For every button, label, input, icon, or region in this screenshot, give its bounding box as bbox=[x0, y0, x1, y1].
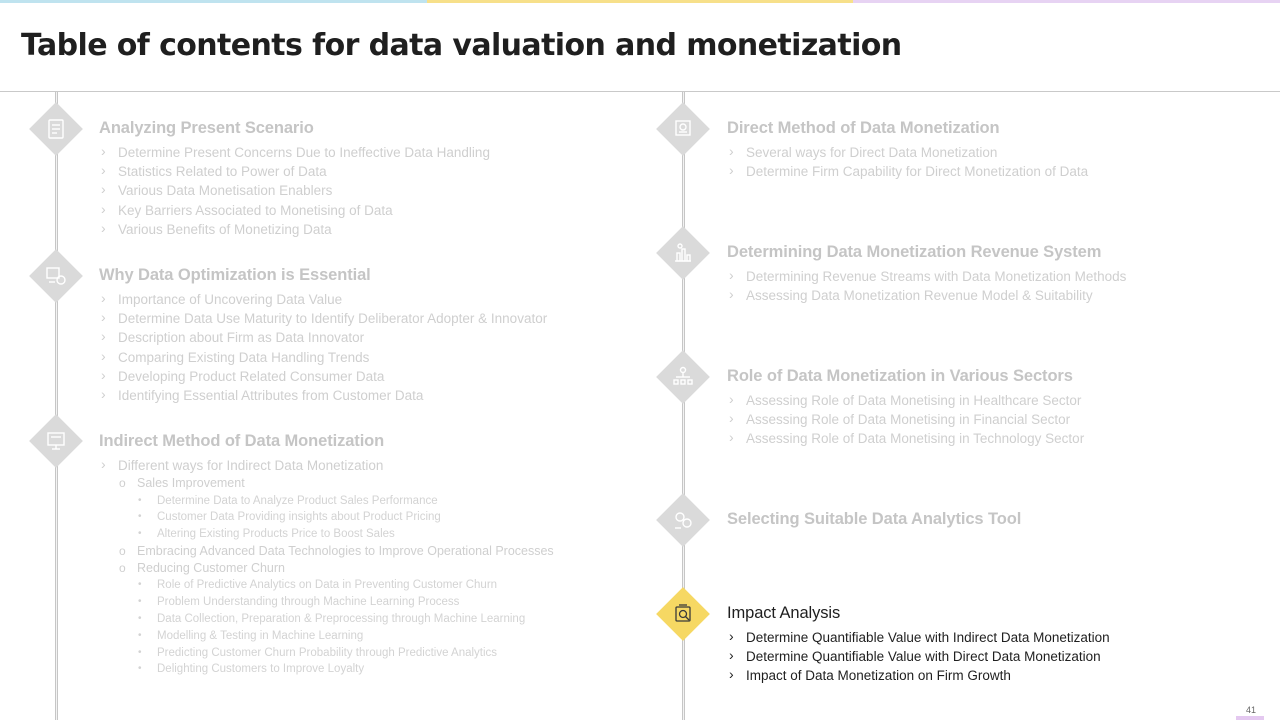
section-analytics-tool[interactable] bbox=[727, 510, 1021, 534]
section-impact-analysis[interactable] bbox=[727, 604, 1110, 686]
section-title[interactable]: Analyzing Present Scenario bbox=[99, 119, 314, 137]
section-items bbox=[727, 143, 1088, 181]
sub-item[interactable]: • Altering Existing Products Price to Boost Sales bbox=[99, 526, 554, 543]
sub-item[interactable]: • Determine Data to Analyze Product Sales Performance bbox=[99, 493, 554, 510]
report-icon-node[interactable] bbox=[29, 102, 83, 156]
analytics-tool-icon-node[interactable] bbox=[656, 493, 710, 547]
list-item[interactable]: › Description about Firm as Data Innovator bbox=[99, 328, 547, 347]
list-item[interactable]: › Determining Revenue Streams with Data Monetization Methods bbox=[727, 267, 1126, 286]
sub-item[interactable]: • Delighting Customers to Improve Loyalty bbox=[99, 661, 554, 678]
sub-item[interactable]: • Problem Understanding through Machine Learning Process bbox=[99, 594, 554, 611]
section-analyzing-present-scenario[interactable] bbox=[99, 119, 490, 239]
left-timeline-line bbox=[55, 92, 58, 720]
section-items bbox=[99, 290, 547, 405]
sub-item[interactable]: • Predicting Customer Churn Probability through Predictive Analytics bbox=[99, 645, 554, 662]
sub-heading[interactable]: o Sales Improvement bbox=[99, 475, 554, 492]
list-item[interactable]: › Statistics Related to Power of Data bbox=[99, 162, 490, 181]
section-revenue-system[interactable] bbox=[727, 243, 1126, 305]
impact-analysis-icon bbox=[671, 602, 695, 626]
sub-item[interactable]: • Modelling & Testing in Machine Learning bbox=[99, 628, 554, 645]
section-items bbox=[99, 456, 554, 475]
report-icon bbox=[44, 117, 68, 141]
presentation-icon bbox=[44, 429, 68, 453]
sub-heading[interactable]: o Reducing Customer Churn bbox=[99, 560, 554, 577]
strip-segment-blue bbox=[0, 0, 427, 3]
list-item[interactable]: › Determine Quantifiable Value with Indirect Data Monetization bbox=[727, 628, 1110, 647]
list-item[interactable]: › Assessing Role of Data Monetising in Healthcare Sector bbox=[727, 391, 1084, 410]
org-chart-icon bbox=[671, 365, 695, 389]
list-item[interactable]: › Assessing Role of Data Monetising in Financial Sector bbox=[727, 410, 1084, 429]
list-item[interactable]: › Various Benefits of Monetizing Data bbox=[99, 220, 490, 239]
list-item[interactable]: › Developing Product Related Consumer Data bbox=[99, 367, 547, 386]
strip-segment-yellow bbox=[427, 0, 854, 3]
settings-chart-icon bbox=[44, 264, 68, 288]
sub-item[interactable]: • Data Collection, Preparation & Preprocessing through Machine Learning bbox=[99, 611, 554, 628]
list-item[interactable]: › Comparing Existing Data Handling Trends bbox=[99, 348, 547, 367]
section-items bbox=[727, 391, 1084, 449]
list-item[interactable]: › Assessing Role of Data Monetising in Technology Sector bbox=[727, 429, 1084, 448]
analytics-tool-icon bbox=[671, 508, 695, 532]
settings-chart-icon-node[interactable] bbox=[29, 249, 83, 303]
monitor-icon bbox=[671, 117, 695, 141]
section-why-data-optimization[interactable] bbox=[99, 266, 547, 405]
sub-item[interactable]: • Role of Predictive Analytics on Data in Preventing Customer Churn bbox=[99, 577, 554, 594]
strip-segment-purple bbox=[853, 0, 1280, 3]
list-item[interactable]: › Determine Firm Capability for Direct Monetization of Data bbox=[727, 162, 1088, 181]
org-chart-icon-node[interactable] bbox=[656, 350, 710, 404]
section-title[interactable]: Selecting Suitable Data Analytics Tool bbox=[727, 510, 1022, 528]
sub-heading[interactable]: o Embracing Advanced Data Technologies to Improve Operational Processes bbox=[99, 543, 554, 560]
list-item[interactable]: › Importance of Uncovering Data Value bbox=[99, 290, 547, 309]
section-items bbox=[99, 143, 490, 239]
list-item[interactable]: › Identifying Essential Attributes from Customer Data bbox=[99, 386, 547, 405]
section-title[interactable]: Impact Analysis bbox=[727, 604, 841, 622]
page-number-underline bbox=[1236, 716, 1264, 720]
section-items bbox=[727, 267, 1126, 305]
presentation-icon-node[interactable] bbox=[29, 414, 83, 468]
impact-analysis-icon-node[interactable] bbox=[656, 587, 710, 641]
page-number: 41 bbox=[1245, 705, 1256, 715]
page-title: Table of contents for data valuation and monetization bbox=[21, 28, 902, 63]
list-item[interactable]: › Impact of Data Monetization on Firm Growth bbox=[727, 666, 1110, 685]
list-item[interactable]: › Key Barriers Associated to Monetising of Data bbox=[99, 201, 490, 220]
section-title[interactable]: Role of Data Monetization in Various Sectors bbox=[727, 367, 1073, 385]
section-indirect-method[interactable] bbox=[99, 432, 554, 678]
list-item[interactable]: › Determine Present Concerns Due to Ineffective Data Handling bbox=[99, 143, 490, 162]
sub-item[interactable]: • Customer Data Providing insights about Product Pricing bbox=[99, 509, 554, 526]
top-color-strip bbox=[0, 0, 1280, 3]
list-item[interactable]: › Assessing Data Monetization Revenue Model & Suitability bbox=[727, 286, 1126, 305]
section-various-sectors[interactable] bbox=[727, 367, 1084, 449]
section-items bbox=[727, 628, 1110, 686]
section-title[interactable]: Determining Data Monetization Revenue System bbox=[727, 243, 1102, 261]
revenue-chart-icon-node[interactable] bbox=[656, 226, 710, 280]
list-item[interactable]: › Different ways for Indirect Data Monetization bbox=[99, 456, 554, 475]
monitor-icon-node[interactable] bbox=[656, 102, 710, 156]
section-direct-method[interactable] bbox=[727, 119, 1088, 181]
list-item[interactable]: › Determine Quantifiable Value with Direct Data Monetization bbox=[727, 647, 1110, 666]
section-title[interactable]: Why Data Optimization is Essential bbox=[99, 266, 371, 284]
revenue-chart-icon bbox=[671, 241, 695, 265]
list-item[interactable]: › Determine Data Use Maturity to Identify Deliberator Adopter & Innovator bbox=[99, 309, 547, 328]
title-divider bbox=[0, 91, 1280, 92]
section-title[interactable]: Indirect Method of Data Monetization bbox=[99, 432, 385, 450]
list-item[interactable]: › Several ways for Direct Data Monetization bbox=[727, 143, 1088, 162]
list-item[interactable]: › Various Data Monetisation Enablers bbox=[99, 181, 490, 200]
section-title[interactable]: Direct Method of Data Monetization bbox=[727, 119, 1000, 137]
